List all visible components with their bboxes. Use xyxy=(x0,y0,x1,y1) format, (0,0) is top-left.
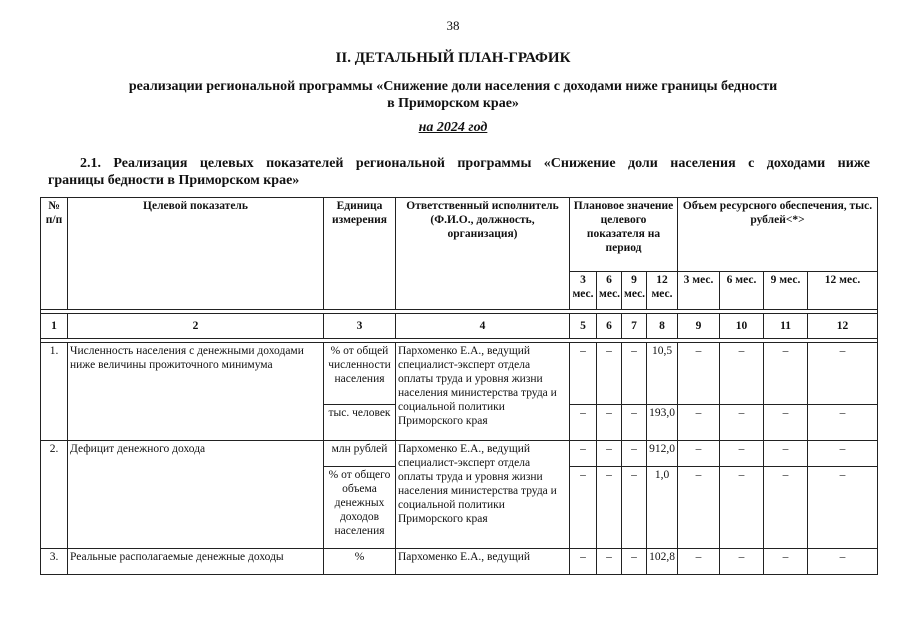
cell-dash: – xyxy=(597,405,622,441)
cell-dash: – xyxy=(597,549,622,575)
row-num: 2. xyxy=(41,441,68,549)
column-numbers-row xyxy=(41,314,878,339)
cell-dash: – xyxy=(570,343,597,405)
cell-dash: – xyxy=(720,405,764,441)
row-planned-12m: 912,0 xyxy=(647,441,678,467)
row-indicator: Реальные располагаемые денежные доходы xyxy=(68,549,324,575)
section-heading-line-2: границы бедности в Приморском крае» xyxy=(48,173,300,188)
header-planned: Плановое значение целевого показателя на период xyxy=(570,198,678,272)
col-number: 9 xyxy=(678,314,720,339)
cell-dash: – xyxy=(720,343,764,405)
cell-dash: – xyxy=(764,405,808,441)
cell-dash: – xyxy=(808,343,878,405)
subtitle-line-2: в Приморском крае» xyxy=(387,96,519,111)
cell-dash: – xyxy=(808,405,878,441)
cell-dash: – xyxy=(622,549,647,575)
header-resources-9m: 9 мес. xyxy=(764,272,808,310)
header-resources-12m: 12 мес. xyxy=(808,272,878,310)
row-unit: % xyxy=(324,549,396,575)
col-number: 3 xyxy=(324,314,396,339)
row-indicator: Дефицит денежного дохода xyxy=(68,441,324,549)
cell-dash: – xyxy=(808,549,878,575)
header-planned-12m: 12 мес. xyxy=(647,272,678,310)
cell-dash: – xyxy=(597,343,622,405)
col-number: 1 xyxy=(41,314,68,339)
row-executor: Пархоменко Е.А., ведущий специалист-эксперт отдела оплаты труда и уровня жизни населения министерства труда и социальной политики Приморского края xyxy=(396,343,570,441)
section-heading xyxy=(48,155,870,189)
cell-dash: – xyxy=(764,343,808,405)
col-number: 6 xyxy=(597,314,622,339)
cell-dash: – xyxy=(678,405,720,441)
col-number: 5 xyxy=(570,314,597,339)
header-resources-3m: 3 мес. xyxy=(678,272,720,310)
header-resources: Объем ресурсного обеспечения, тыс. рублей<*> xyxy=(678,198,878,272)
row-unit: % от общего объема денежных доходов населения xyxy=(324,467,396,549)
cell-dash: – xyxy=(570,441,597,467)
table-row xyxy=(41,549,878,575)
col-number: 8 xyxy=(647,314,678,339)
row-planned-12m: 193,0 xyxy=(647,405,678,441)
header-resources-6m: 6 мес. xyxy=(720,272,764,310)
cell-dash: – xyxy=(622,467,647,549)
cell-dash: – xyxy=(720,441,764,467)
subtitle-line-1: реализации региональной программы «Снижение доли населения с доходами ниже границы бедности xyxy=(128,79,778,94)
row-unit: % от общей численности населения xyxy=(324,343,396,405)
cell-dash: – xyxy=(678,343,720,405)
plan-year: на 2024 год xyxy=(418,120,488,135)
cell-dash: – xyxy=(678,467,720,549)
col-number: 4 xyxy=(396,314,570,339)
cell-dash: – xyxy=(570,549,597,575)
cell-dash: – xyxy=(808,441,878,467)
row-executor: Пархоменко Е.А., ведущий специалист-эксперт отдела оплаты труда и уровня жизни населения министерства труда и социальной политики Приморского края xyxy=(396,441,570,549)
col-number: 11 xyxy=(764,314,808,339)
cell-dash: – xyxy=(622,441,647,467)
row-num: 1. xyxy=(41,343,68,441)
table-row xyxy=(41,343,878,405)
cell-dash: – xyxy=(622,343,647,405)
cell-dash: – xyxy=(764,549,808,575)
header-planned-9m: 9 мес. xyxy=(622,272,647,310)
document-title: II. ДЕТАЛЬНЫЙ ПЛАН-ГРАФИК xyxy=(335,50,571,66)
header-indicator: Целевой показатель xyxy=(68,198,324,310)
cell-dash: – xyxy=(570,405,597,441)
header-planned-6m: 6 мес. xyxy=(597,272,622,310)
row-planned-12m: 1,0 xyxy=(647,467,678,549)
cell-dash: – xyxy=(678,549,720,575)
row-num: 3. xyxy=(41,549,68,575)
row-unit: тыс. человек xyxy=(324,405,396,441)
header-num: № п/п xyxy=(41,198,68,310)
row-planned-12m: 10,5 xyxy=(647,343,678,405)
header-unit: Единица измерения xyxy=(324,198,396,310)
cell-dash: – xyxy=(622,405,647,441)
col-number: 7 xyxy=(622,314,647,339)
row-executor: Пархоменко Е.А., ведущий xyxy=(396,549,570,575)
header-planned-3m: 3 мес. xyxy=(570,272,597,310)
col-number: 2 xyxy=(68,314,324,339)
table-row xyxy=(41,441,878,467)
header-executor: Ответственный исполнитель (Ф.И.О., должность, организация) xyxy=(396,198,570,310)
cell-dash: – xyxy=(764,467,808,549)
cell-dash: – xyxy=(597,441,622,467)
cell-dash: – xyxy=(720,467,764,549)
row-indicator: Численность населения с денежными доходами ниже величины прожиточного минимума xyxy=(68,343,324,441)
cell-dash: – xyxy=(808,467,878,549)
section-heading-line-1: 2.1. Реализация целевых показателей региональной программы «Снижение доли населения с доходами ниже xyxy=(80,156,870,171)
cell-dash: – xyxy=(678,441,720,467)
cell-dash: – xyxy=(570,467,597,549)
cell-dash: – xyxy=(597,467,622,549)
row-planned-12m: 102,8 xyxy=(647,549,678,575)
indicators-table xyxy=(40,197,878,575)
row-unit: млн рублей xyxy=(324,441,396,467)
cell-dash: – xyxy=(720,549,764,575)
page-number: 38 xyxy=(446,18,460,33)
col-number: 10 xyxy=(720,314,764,339)
col-number: 12 xyxy=(808,314,878,339)
cell-dash: – xyxy=(764,441,808,467)
